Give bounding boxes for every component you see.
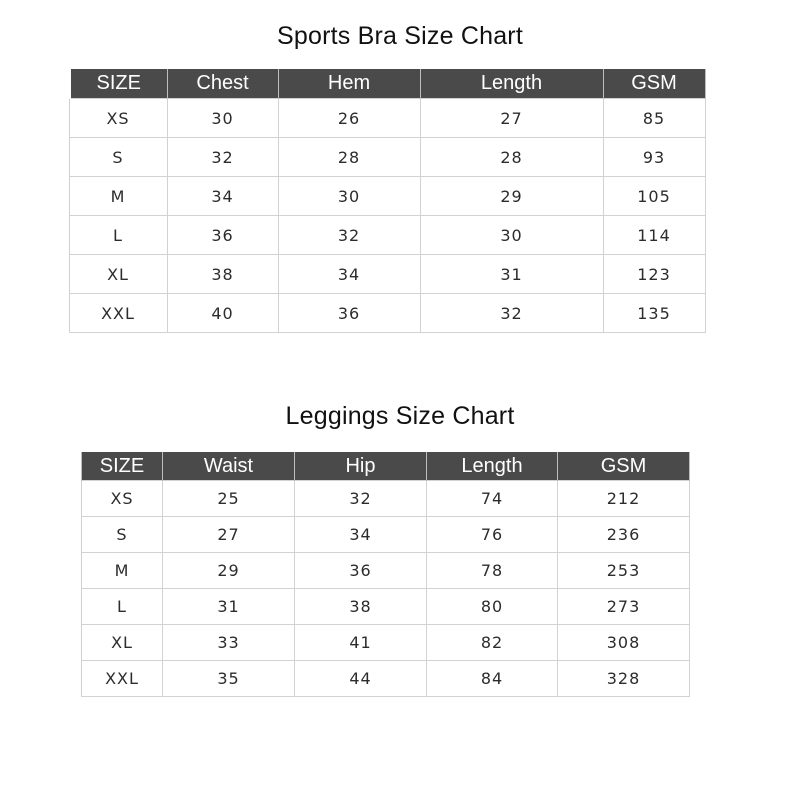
table-cell: 25 (163, 481, 295, 517)
table-row (82, 553, 690, 589)
table-cell: 78 (427, 553, 558, 589)
table-cell: 34 (167, 177, 278, 216)
table-row (82, 481, 690, 517)
table-cell: XS (69, 99, 167, 138)
table-cell: 28 (278, 138, 420, 177)
table-header-row (69, 69, 705, 99)
table-row (69, 294, 705, 333)
table-row (69, 99, 705, 138)
table-row (69, 255, 705, 294)
table-cell: 26 (278, 99, 420, 138)
table-cell: 253 (558, 553, 690, 589)
table-cell: S (69, 138, 167, 177)
table-cell: 31 (420, 255, 603, 294)
table-cell: 30 (420, 216, 603, 255)
leggings-size-table (81, 452, 690, 697)
table-cell: 27 (163, 517, 295, 553)
table-cell: 36 (167, 216, 278, 255)
table-cell: 80 (427, 589, 558, 625)
table-cell: 36 (295, 553, 427, 589)
table-cell: 93 (603, 138, 705, 177)
column-header: SIZE (82, 452, 163, 481)
table-cell: 32 (278, 216, 420, 255)
sports-bra-size-table (67, 69, 706, 333)
table-cell: M (82, 553, 163, 589)
table-cell: 38 (167, 255, 278, 294)
table-cell: 27 (420, 99, 603, 138)
table-row (82, 589, 690, 625)
table-cell: 236 (558, 517, 690, 553)
column-header: GSM (603, 69, 705, 99)
table-cell: 35 (163, 661, 295, 697)
table-row (69, 216, 705, 255)
table-cell: 44 (295, 661, 427, 697)
table-cell: XS (82, 481, 163, 517)
table-cell: L (82, 589, 163, 625)
table-cell: 29 (420, 177, 603, 216)
column-header: Length (420, 69, 603, 99)
table-header-row (82, 452, 690, 481)
column-header: Hip (295, 452, 427, 481)
table-cell: S (82, 517, 163, 553)
table-cell: 84 (427, 661, 558, 697)
table-cell: 32 (295, 481, 427, 517)
table-cell: 85 (603, 99, 705, 138)
table-cell: 76 (427, 517, 558, 553)
leggings-chart-title: Leggings Size Chart (285, 402, 515, 430)
table-row (82, 661, 690, 697)
table-cell: 34 (278, 255, 420, 294)
column-header: SIZE (69, 69, 167, 99)
column-header: Waist (163, 452, 295, 481)
table-cell: 32 (167, 138, 278, 177)
table-cell: XL (82, 625, 163, 661)
table-cell: 82 (427, 625, 558, 661)
table-row (82, 625, 690, 661)
table-row (69, 177, 705, 216)
table-cell: 135 (603, 294, 705, 333)
table-cell: 31 (163, 589, 295, 625)
table-cell: 114 (603, 216, 705, 255)
table-cell: M (69, 177, 167, 216)
table-cell: 308 (558, 625, 690, 661)
table-row (82, 517, 690, 553)
table-cell: 30 (278, 177, 420, 216)
table-cell: 123 (603, 255, 705, 294)
table-cell: 105 (603, 177, 705, 216)
table-cell: 273 (558, 589, 690, 625)
table-cell: 29 (163, 553, 295, 589)
table-cell: 38 (295, 589, 427, 625)
table-cell: 30 (167, 99, 278, 138)
table-row (69, 138, 705, 177)
table-cell: 212 (558, 481, 690, 517)
table-cell: 41 (295, 625, 427, 661)
table-cell: L (69, 216, 167, 255)
table-cell: XL (69, 255, 167, 294)
sports-bra-chart-title: Sports Bra Size Chart (277, 22, 523, 50)
column-header: Chest (167, 69, 278, 99)
table-cell: 34 (295, 517, 427, 553)
table-cell: 28 (420, 138, 603, 177)
table-cell: XXL (69, 294, 167, 333)
table-cell: 328 (558, 661, 690, 697)
table-cell: XXL (82, 661, 163, 697)
table-cell: 74 (427, 481, 558, 517)
column-header: Hem (278, 69, 420, 99)
table-cell: 40 (167, 294, 278, 333)
table-cell: 33 (163, 625, 295, 661)
column-header: GSM (558, 452, 690, 481)
column-header: Length (427, 452, 558, 481)
table-cell: 36 (278, 294, 420, 333)
table-cell: 32 (420, 294, 603, 333)
